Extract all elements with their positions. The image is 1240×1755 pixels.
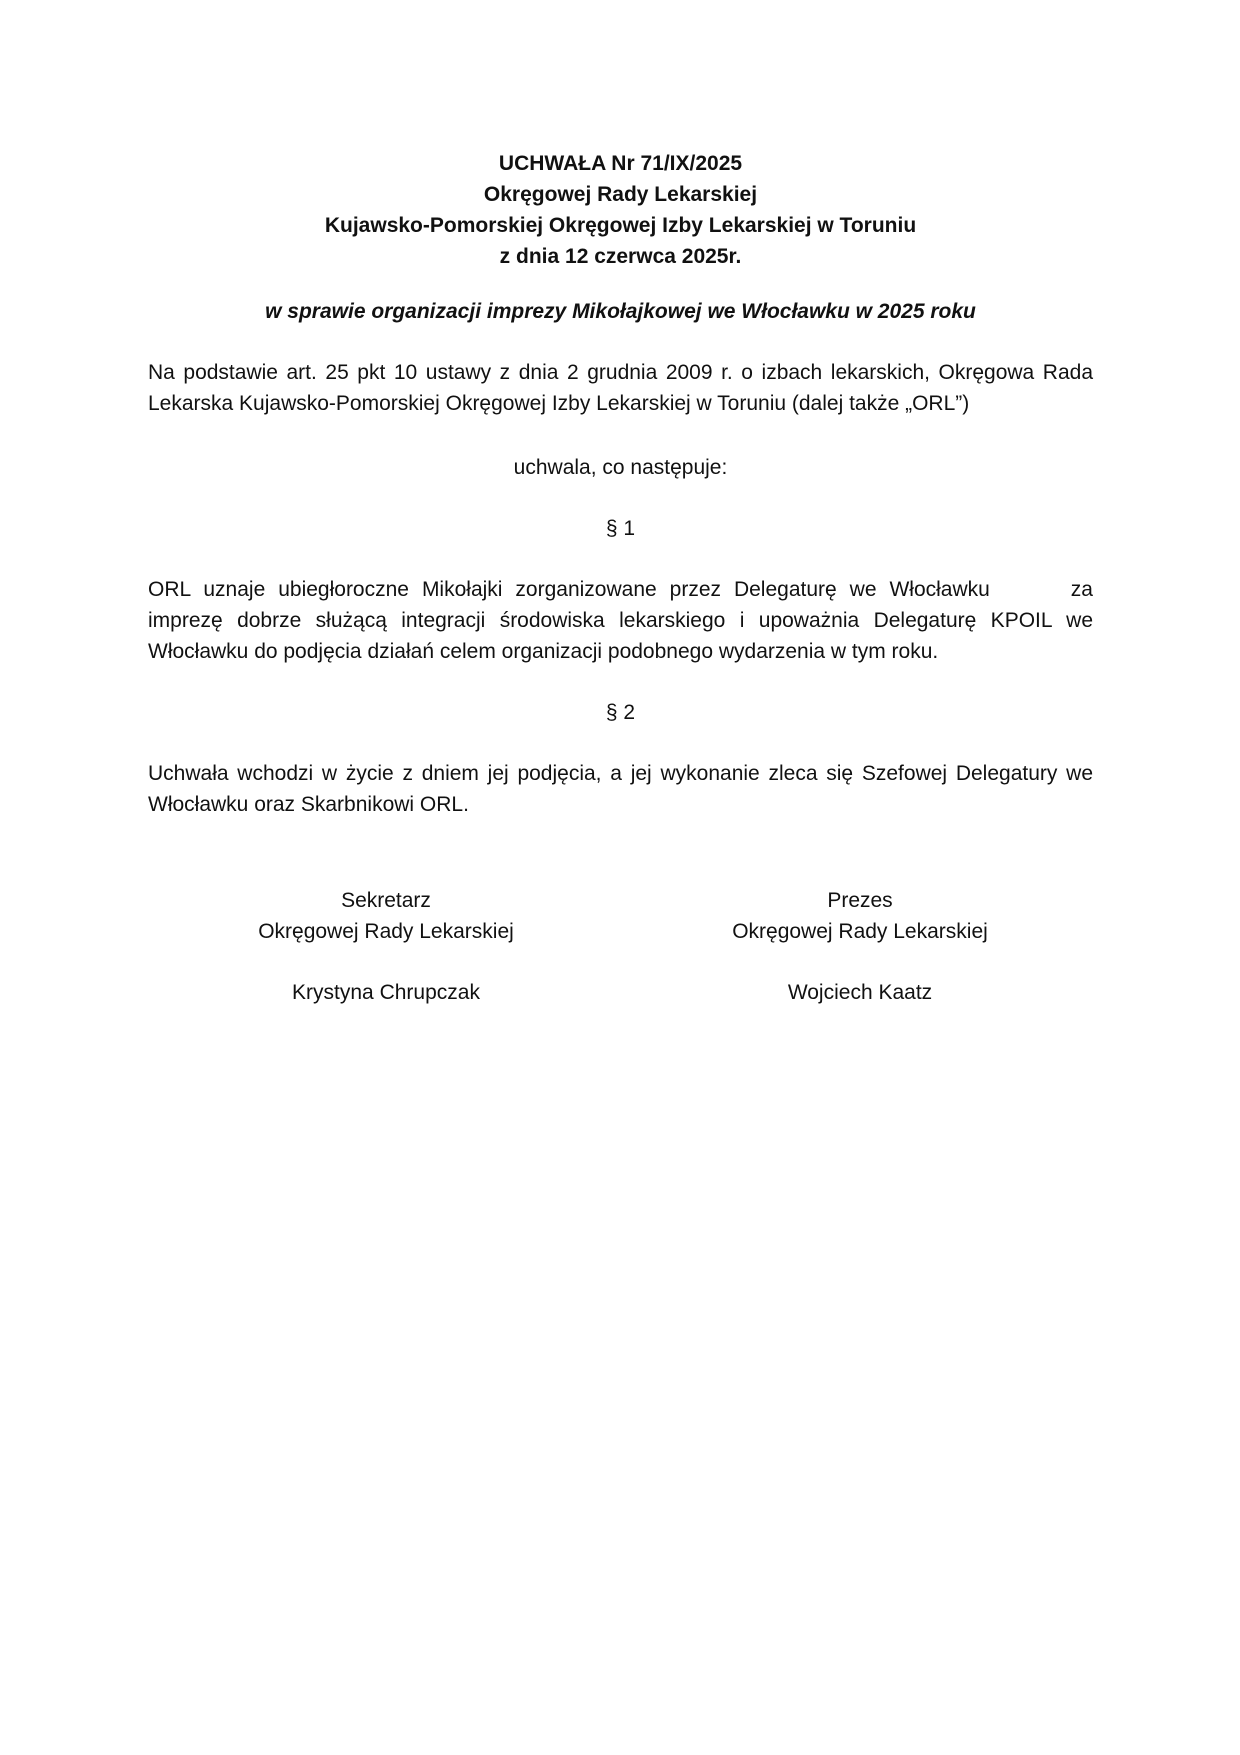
signature-secretary	[206, 885, 566, 1008]
section-1-paragraph	[148, 574, 1093, 667]
signature-role: Prezes	[827, 889, 893, 912]
signature-body: Okręgowej Rady Lekarskiej	[732, 920, 988, 943]
legal-basis-paragraph: Na podstawie art. 25 pkt 10 ustawy z dnia 2 grudnia 2009 r. o izbach lekarskich, Okręgowa Rada Lekarska Kujawsko-Pomorskiej Okręgowej Izby Lekarskiej w Toruniu (dalej także „ORL”)	[148, 361, 1093, 415]
resolution-subject: w sprawie organizacji imprezy Mikołajkowej we Włocławku w 2025 roku	[265, 300, 976, 323]
section-1-heading: § 1	[605, 517, 636, 540]
signature-president	[680, 885, 1040, 1008]
signature-body: Okręgowej Rady Lekarskiej	[258, 920, 514, 943]
resolves-statement: uchwala, co następuje:	[513, 456, 728, 479]
signature-name: Krystyna Chrupczak	[292, 981, 480, 1004]
section-1-text-part2: za imprezę dobrze służącą integracji środowiska lekarskiego i upoważnia Delegaturę KPOIL we Włocławku do podjęcia działań celem organizacji podobnego wydarzenia w tym roku.	[148, 578, 1093, 663]
resolution-header	[148, 148, 1093, 272]
resolution-date: z dnia 12 czerwca 2025r.	[499, 245, 742, 268]
section-2-heading: § 2	[605, 701, 636, 724]
signature-role: Sekretarz	[341, 889, 431, 912]
issuing-body: Okręgowej Rady Lekarskiej	[483, 183, 758, 206]
chamber-name: Kujawsko-Pomorskiej Okręgowej Izby Lekarskiej w Toruniu	[324, 214, 917, 237]
section-2-paragraph: Uchwała wchodzi w życie z dniem jej podjęcia, a jej wykonanie zleca się Szefowej Delegatury we Włocławku oraz Skarbnikowi ORL.	[148, 762, 1093, 816]
document-body	[148, 148, 1093, 820]
section-1-text-part1: ORL uznaje ubiegłoroczne Mikołajki zorganizowane przez Delegaturę we Włocławku	[148, 578, 990, 601]
signature-name: Wojciech Kaatz	[787, 981, 933, 1004]
resolution-number: UCHWAŁA Nr 71/IX/2025	[498, 152, 743, 175]
